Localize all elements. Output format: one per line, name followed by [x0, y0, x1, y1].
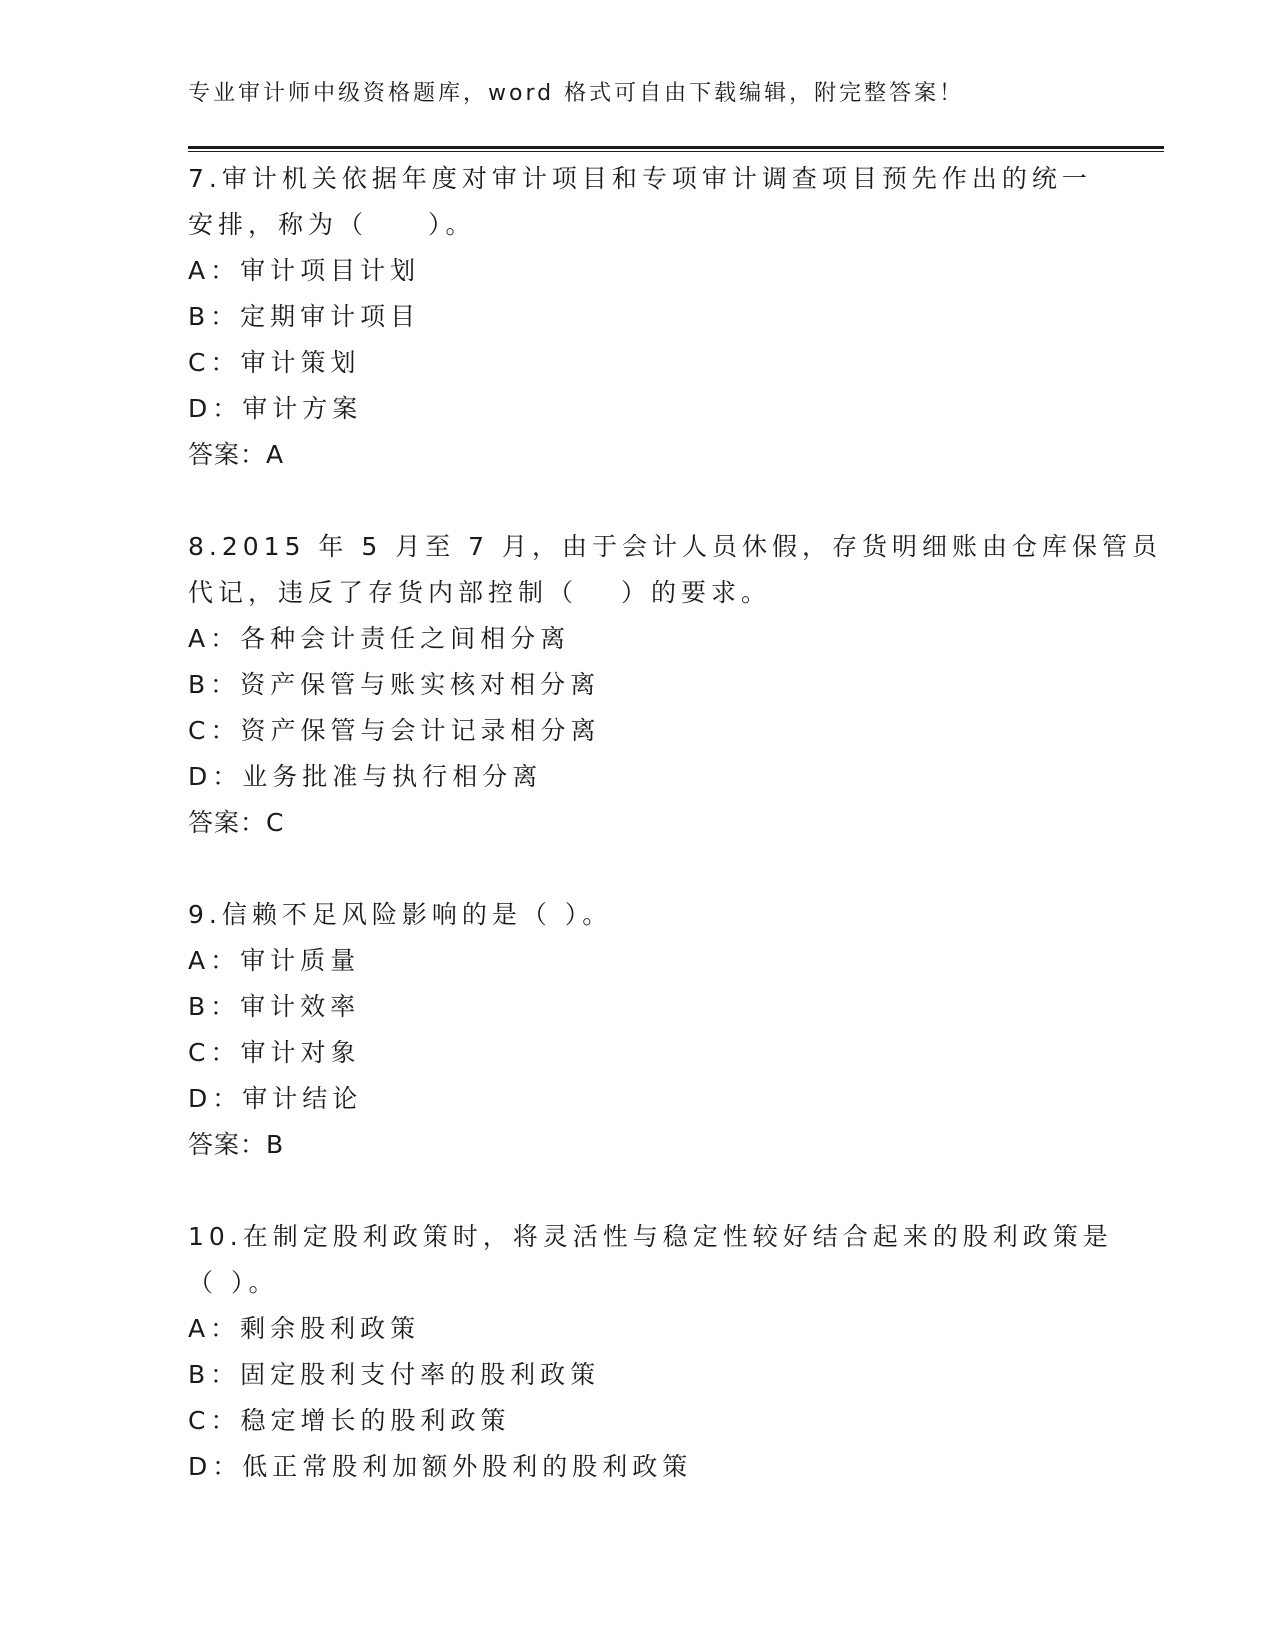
- question-7: [188, 156, 1092, 478]
- option-b: B：资产保管与账实核对相分离: [188, 670, 601, 699]
- option-b: B：固定股利支付率的股利政策: [188, 1360, 601, 1389]
- spacer: [188, 846, 1088, 892]
- question-text: 10.在制定股利政策时，将灵活性与稳定性较好结合起来的股利政策是: [188, 1222, 1113, 1251]
- option-c: C：稳定增长的股利政策: [188, 1406, 511, 1435]
- question-text: 安排，称为（ ）。: [188, 210, 476, 239]
- question-text: 8.2015 年 5 月至 7 月，由于会计人员休假，存货明细账由仓库保管员: [188, 532, 1163, 561]
- option-d: D：低正常股利加额外股利的股利政策: [188, 1452, 693, 1481]
- option-a: A：各种会计责任之间相分离: [188, 624, 571, 653]
- option-b: B：定期审计项目: [188, 302, 421, 331]
- header-divider-thick: [188, 146, 1164, 149]
- answer: 答案：B: [188, 1130, 285, 1159]
- question-text: 9.信赖不足风险影响的是（ ）。: [188, 900, 613, 929]
- option-b: B：审计效率: [188, 992, 361, 1021]
- option-d: D：业务批准与执行相分离: [188, 762, 543, 791]
- option-a: A：审计项目计划: [188, 256, 421, 285]
- option-c: C：资产保管与会计记录相分离: [188, 716, 601, 745]
- question-text: 7.审计机关依据年度对审计项目和专项审计调查项目预先作出的统一: [188, 164, 1092, 193]
- header-divider-thin: [188, 151, 1164, 152]
- question-text: 代记，违反了存货内部控制（ ）的要求。: [188, 578, 771, 607]
- question-text: （ ）。: [188, 1268, 279, 1297]
- answer: 答案：C: [188, 808, 285, 837]
- spacer: [188, 478, 1088, 524]
- option-c: C：审计对象: [188, 1038, 361, 1067]
- question-8: [188, 524, 1163, 846]
- question-list: [188, 156, 1163, 1490]
- spacer: [188, 1168, 1088, 1214]
- question-10: [188, 1214, 1113, 1490]
- question-9: [188, 892, 1088, 1168]
- option-a: A：剩余股利政策: [188, 1314, 421, 1343]
- answer: 答案：A: [188, 440, 285, 469]
- option-d: D：审计结论: [188, 1084, 363, 1113]
- option-c: C：审计策划: [188, 348, 361, 377]
- option-d: D：审计方案: [188, 394, 363, 423]
- option-a: A：审计质量: [188, 946, 361, 975]
- page-header: 专业审计师中级资格题库，word 格式可自由下载编辑，附完整答案！: [188, 81, 965, 106]
- header-divider: [188, 146, 1164, 152]
